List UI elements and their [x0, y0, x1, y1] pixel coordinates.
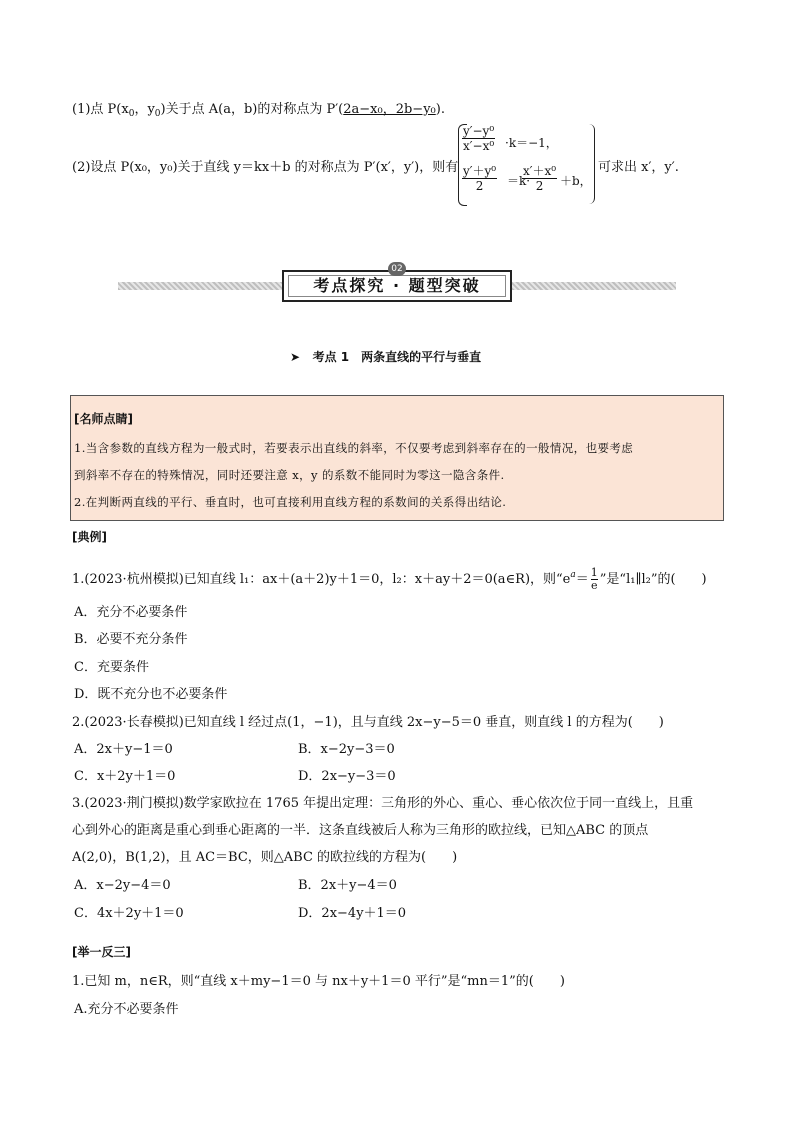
eq1-fraction [462, 124, 495, 153]
question-3-line: 心到外心的距离是重心到垂心距离的一半．这条直线被后人称为三角形的欧拉线，已知△ABC 的顶点 [72, 823, 649, 838]
eq2-fraction-left [462, 164, 497, 193]
eq2-numerator-2: x′＋x⁰ [523, 164, 557, 178]
question-1-text: 1.(2023·杭州模拟)已知直线 l₁：ax＋(a＋2)y＋1＝0，l₂：x＋ay＋2＝0(a∈R)，则“e [72, 572, 571, 587]
formula-1-text: ). [435, 102, 445, 117]
formula-1 [72, 98, 445, 119]
formula-1-answer: 2a−x₀，2b−y₀ [343, 102, 436, 117]
section-number-badge: 02 [388, 262, 406, 276]
eq1-numerator: y′−y⁰ [463, 124, 495, 138]
section-banner-title: 考点探究 · 题型突破 [313, 276, 481, 295]
banner-right-stripe [512, 282, 676, 290]
option-c: C．充要条件 [74, 660, 149, 675]
eq1-tail: ·k＝−1， [505, 136, 558, 150]
option-d: D．既不充分也不必要条件 [74, 687, 228, 702]
eq2-numerator: y′＋y⁰ [463, 164, 497, 178]
practice-question-1: 1.已知 m，n∈R，则“直线 x＋my−1＝0 与 nx＋y＋1＝0 平行”是“mn＝1”的( ) [72, 974, 565, 989]
question-3-line: 3.(2023·荆门模拟)数学家欧拉在 1765 年提出定理：三角形的外心、重心、垂心依次位于同一直线上，且重 [72, 796, 694, 811]
option-a: A．充分不必要条件 [74, 605, 188, 620]
practice-label: [举一反三] [72, 945, 131, 959]
eq2-denominator: 2 [475, 179, 484, 193]
subscript: 0 [128, 109, 135, 119]
option-c: C．x＋2y＋1＝0 [74, 769, 176, 784]
banner-left-stripe [118, 282, 282, 290]
option-a: A．2x＋y−1＝0 [74, 742, 173, 757]
formula-1-text: ，y [134, 102, 155, 117]
question-3-line: A(2,0)，B(1,2)，且 AC＝BC，则△ABC 的欧拉线的方程为( ) [72, 850, 458, 865]
tip-line: 到斜率不存在的特殊情况，同时还要注意 x，y 的系数不能同时为零这一隐含条件. [74, 468, 505, 482]
option-a: A．x−2y−4＝0 [74, 878, 171, 893]
subscript: 0 [154, 109, 161, 119]
eq2-mid: ＝k· [507, 174, 531, 188]
option-b: B．2x＋y−4＝0 [298, 878, 397, 893]
question-1 [72, 567, 707, 592]
question-1-text: ＝ [575, 572, 589, 587]
eq1-denominator: x′−x⁰ [463, 139, 495, 153]
fraction-numerator: 1 [590, 566, 598, 579]
fraction [591, 567, 598, 592]
eq2-fraction-right [522, 164, 557, 193]
eq2-tail: ＋b， [560, 174, 592, 188]
topic-label: 考点 1 两条直线的平行与垂直 [312, 350, 482, 364]
topic-heading [290, 348, 481, 365]
formula-2-end: 可求出 x′，y′. [598, 160, 679, 175]
tip-line: 1.当含参数的直线方程为一般式时，若要表示出直线的斜率，不仅要考虑到斜率存在的一般情况，也要考虑 [74, 441, 634, 455]
formula-1-text: (1)点 P(x [72, 102, 129, 117]
option-d: D．2x−y−3＝0 [298, 769, 396, 784]
option-d: D．2x−4y＋1＝0 [298, 906, 407, 921]
fraction-denominator: e [591, 579, 598, 592]
superscript: a [570, 570, 576, 580]
option-b: B．必要不充分条件 [74, 632, 188, 647]
tip-title: [名师点睛] [74, 412, 133, 426]
arrow-icon: ➤ [290, 350, 301, 364]
option-a: A.充分不必要条件 [74, 1002, 179, 1017]
question-2: 2.(2023·长春模拟)已知直线 l 经过点(1，−1)，且与直线 2x−y−5＝0 垂直，则直线 l 的方程为( ) [72, 715, 664, 730]
formula-1-text: )关于点 A(a，b)的对称点为 P′( [160, 102, 344, 117]
option-c: C．4x＋2y＋1＝0 [74, 906, 184, 921]
tip-line: 2.在判断两直线的平行、垂直时，也可直接利用直线方程的系数间的关系得出结论. [74, 495, 507, 509]
example-label: [典例] [72, 530, 107, 544]
option-b: B．x−2y−3＝0 [298, 742, 395, 757]
system-right-bracket [588, 124, 595, 204]
question-1-text: ”是“l₁∥l₂”的( ) [599, 572, 707, 587]
eq2-denominator-2: 2 [535, 179, 544, 193]
formula-2-prefix: (2)设点 P(x₀，y₀)关于直线 y＝kx＋b 的对称点为 P′(x′，y′)，则有 [72, 160, 459, 175]
